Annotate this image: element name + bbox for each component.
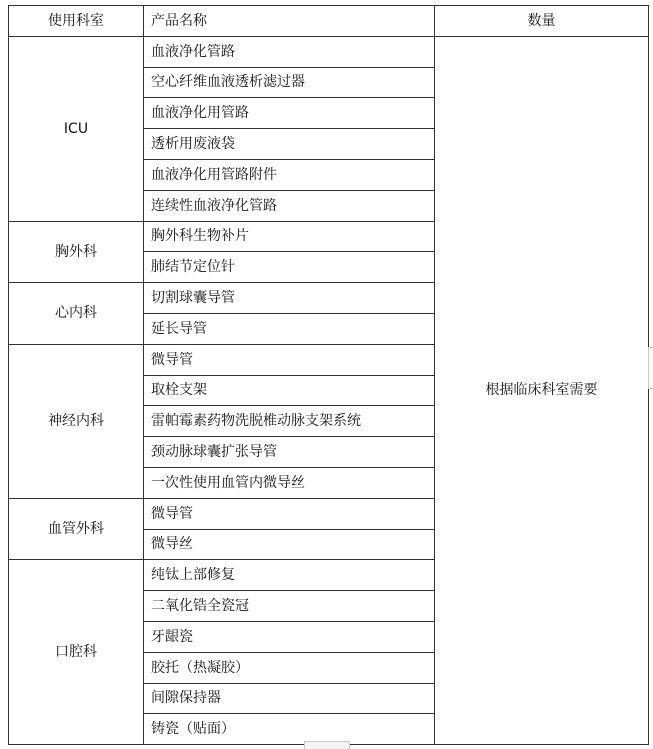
- product-cell: 取栓支架: [144, 375, 435, 406]
- department-cell: 心内科: [9, 283, 144, 345]
- quantity-cell: 根据临床科室需要: [435, 36, 649, 744]
- department-cell: 血管外科: [9, 498, 144, 560]
- product-cell: 铸瓷（贴面）: [144, 714, 435, 745]
- product-cell: 雷帕霉素药物洗脱椎动脉支架系统: [144, 406, 435, 437]
- header-department: 使用科室: [9, 6, 144, 37]
- department-cell: ICU: [9, 36, 144, 221]
- product-cell: 牙龈瓷: [144, 621, 435, 652]
- product-cell: 切割球囊导管: [144, 283, 435, 314]
- department-cell: 胸外科: [9, 221, 144, 283]
- table-row: [9, 36, 649, 67]
- table-body: [9, 6, 649, 745]
- product-cell: 微导丝: [144, 529, 435, 560]
- procurement-table: [8, 5, 649, 745]
- product-cell: 血液净化管路: [144, 36, 435, 67]
- product-cell: 连续性血液净化管路: [144, 190, 435, 221]
- product-cell: 透析用废液袋: [144, 129, 435, 160]
- product-cell: 胸外科生物补片: [144, 221, 435, 252]
- product-cell: 微导管: [144, 344, 435, 375]
- product-cell: 间隙保持器: [144, 683, 435, 714]
- product-cell: 纯钛上部修复: [144, 560, 435, 591]
- product-cell: 延长导管: [144, 313, 435, 344]
- product-cell: 二氧化锆全瓷冠: [144, 591, 435, 622]
- page-edge-marker: [648, 347, 653, 389]
- product-cell: 血液净化用管路: [144, 98, 435, 129]
- product-cell: 血液净化用管路附件: [144, 159, 435, 190]
- product-cell: 微导管: [144, 498, 435, 529]
- product-cell: 一次性使用血管内微导丝: [144, 467, 435, 498]
- product-cell: 颈动脉球囊扩张导管: [144, 437, 435, 468]
- department-cell: 神经内科: [9, 344, 144, 498]
- header-row: [9, 6, 649, 37]
- product-cell: 空心纤维血液透析滤过器: [144, 67, 435, 98]
- product-cell: 肺结节定位针: [144, 252, 435, 283]
- header-product: 产品名称: [144, 6, 435, 37]
- product-cell: 胶托（热凝胶）: [144, 652, 435, 683]
- department-cell: 口腔科: [9, 560, 144, 745]
- header-quantity: 数量: [435, 6, 649, 37]
